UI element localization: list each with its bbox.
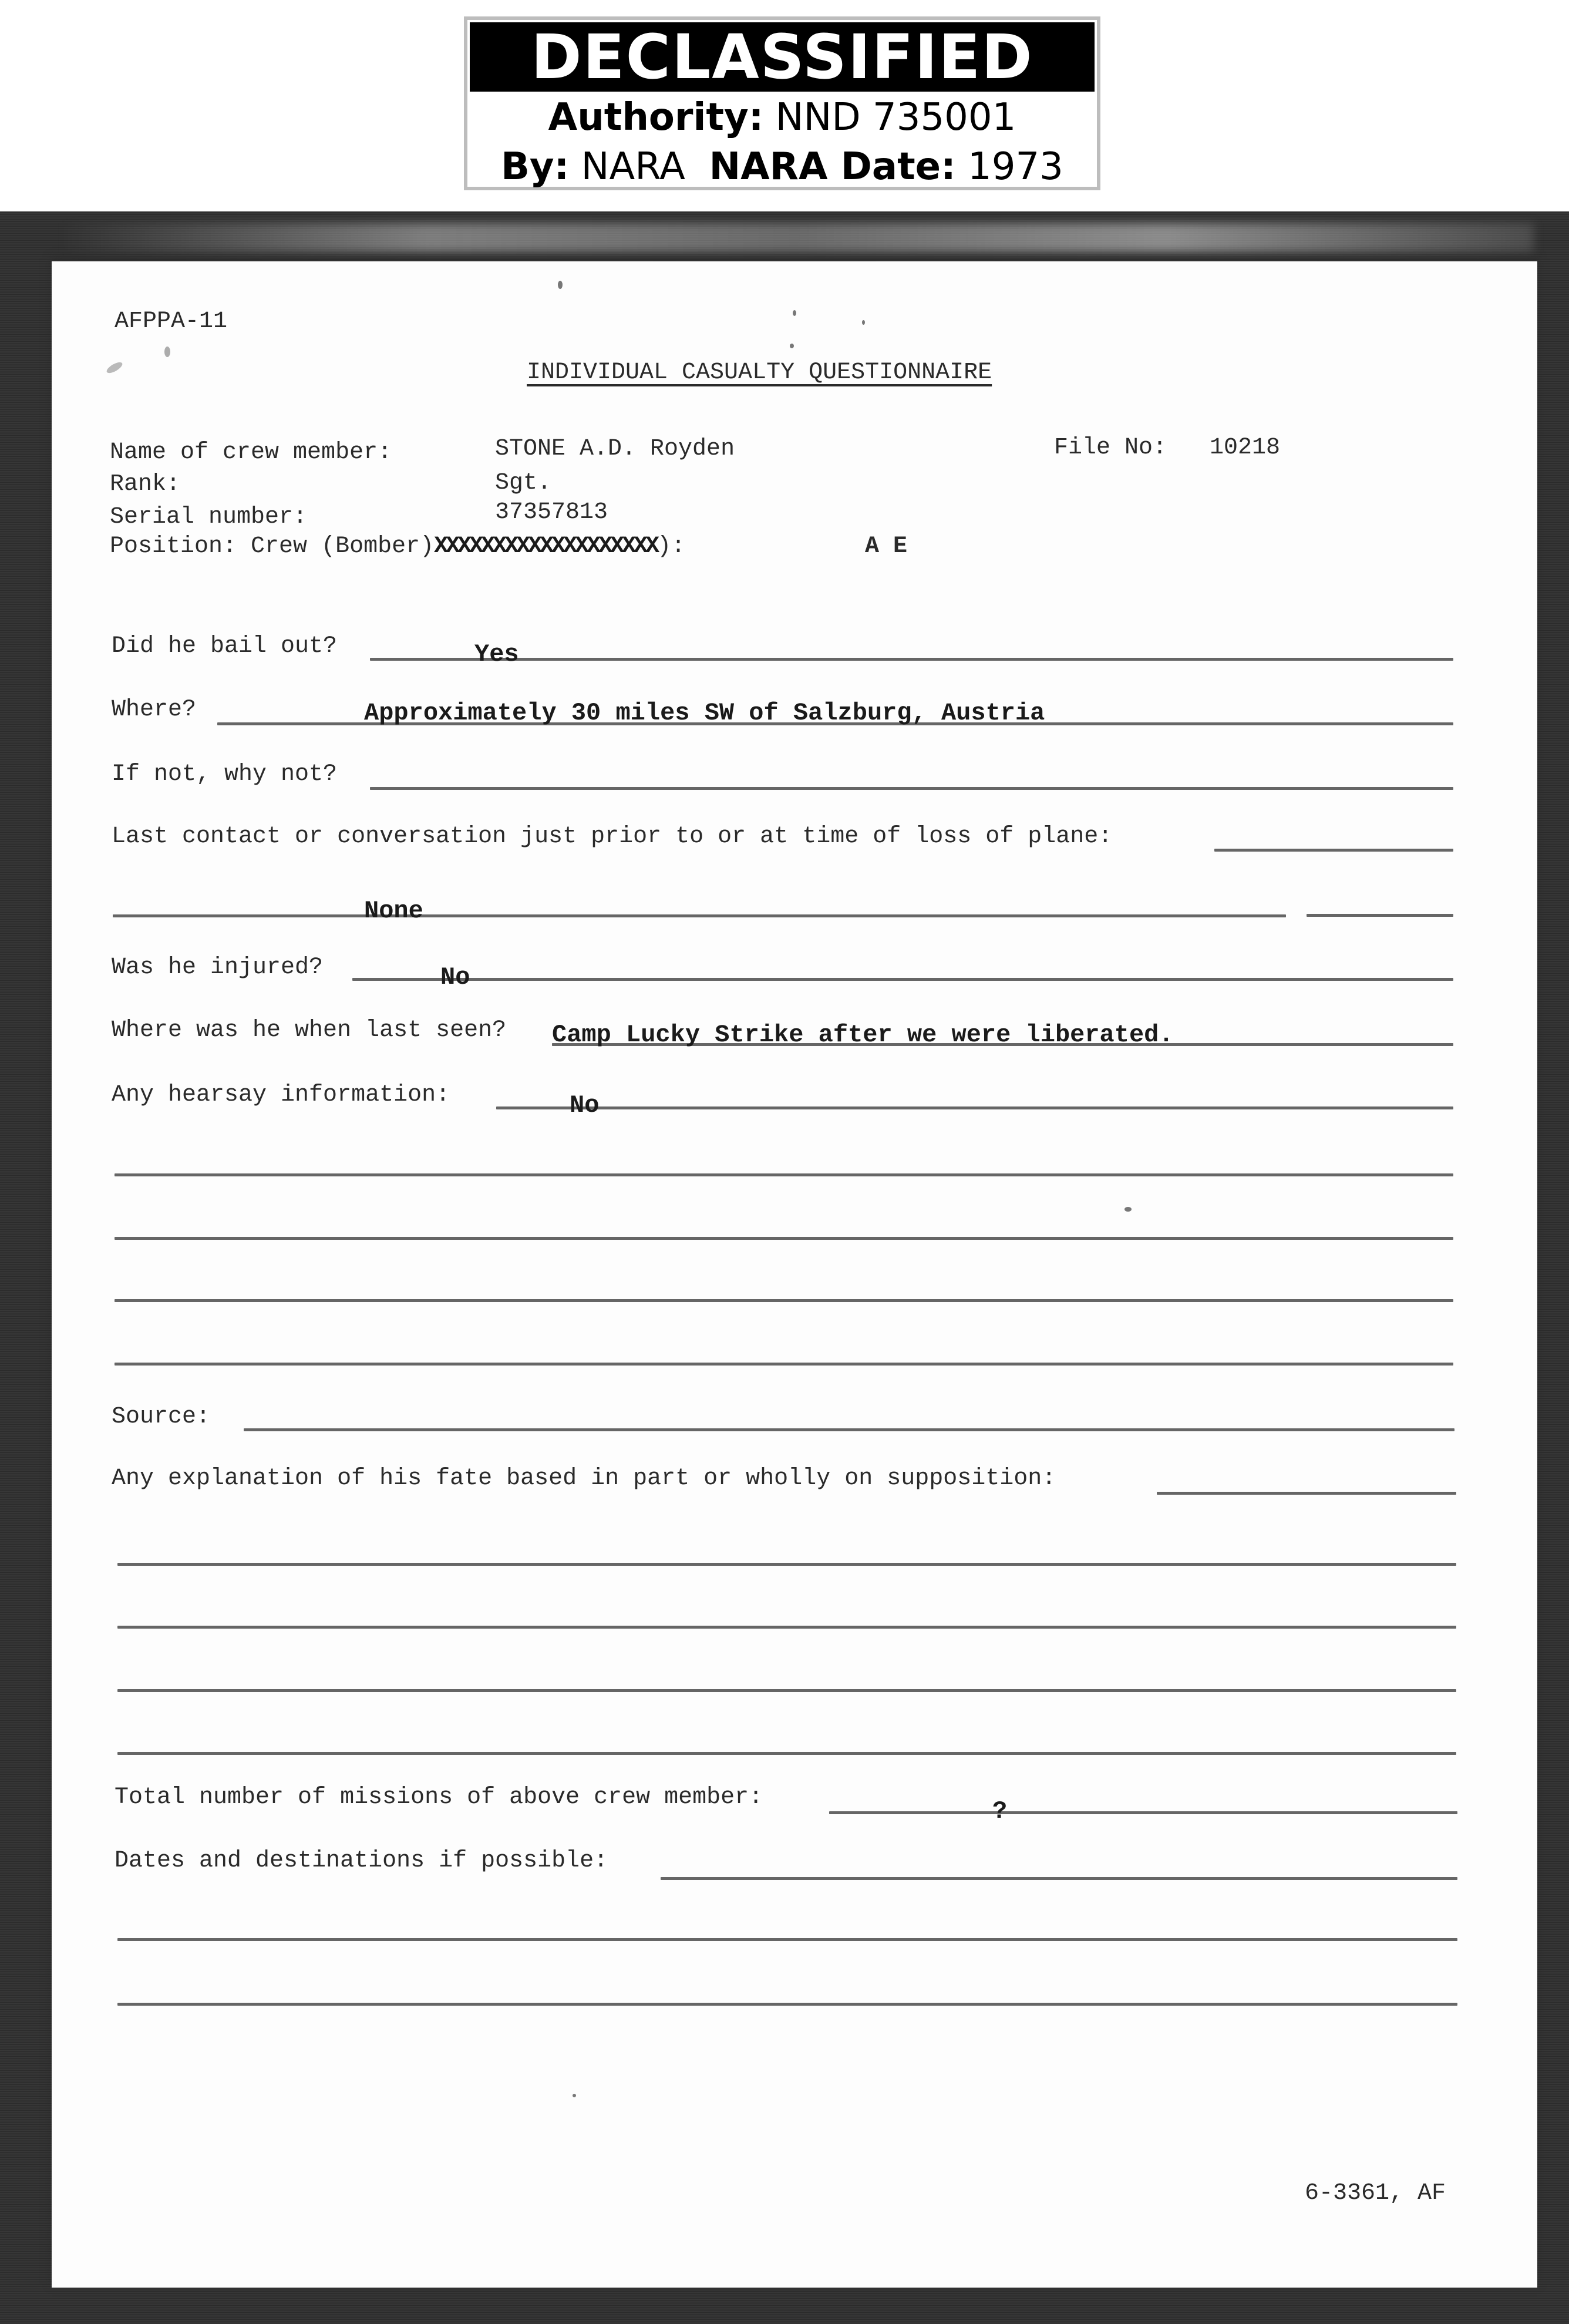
rank-label: Rank: — [110, 471, 181, 497]
answer-line — [370, 787, 1453, 790]
answer-line — [496, 1106, 1453, 1109]
answer-line — [352, 978, 1453, 981]
ink-speck — [573, 2094, 576, 2097]
answer-line — [117, 2003, 1457, 2006]
stamp-authority-value: NND 735001 — [775, 96, 1016, 139]
answer-line — [117, 1752, 1456, 1755]
answer-line — [1157, 1492, 1456, 1495]
declassified-stamp — [464, 16, 1100, 190]
question-source-label: Source: — [112, 1404, 211, 1430]
stamp-authority-label: Authority: — [548, 96, 764, 139]
file-no-label: File No: — [1054, 435, 1167, 461]
serial-label: Serial number: — [110, 504, 308, 530]
answer-last-seen[interactable]: Camp Lucky Strike after we were liberated. — [552, 1021, 1174, 1049]
position-suffix: ): — [657, 533, 686, 560]
question-dates-label: Dates and destinations if possible: — [115, 1848, 608, 1874]
answer-line — [117, 1626, 1456, 1629]
answer-last-contact[interactable]: None — [364, 897, 423, 925]
name-label: Name of crew member: — [110, 439, 392, 466]
ink-speck — [1124, 1207, 1132, 1212]
question-missions-label: Total number of missions of above crew member: — [115, 1784, 763, 1811]
form-sheet — [52, 261, 1537, 2288]
scan-glare — [59, 223, 1534, 253]
answer-line — [115, 1363, 1453, 1366]
file-no-value: 10218 — [1210, 435, 1281, 461]
answer-line — [117, 1689, 1456, 1692]
stamp-by-value: NARA — [581, 145, 685, 189]
form-title: INDIVIDUAL CASUALTY QUESTIONNAIRE — [527, 359, 992, 386]
answer-line — [829, 1811, 1457, 1814]
answer-line — [370, 658, 1453, 661]
ink-speck — [862, 320, 865, 325]
question-bail-out-label: Did he bail out? — [112, 633, 338, 660]
answer-line — [1307, 914, 1453, 917]
ink-speck — [793, 310, 796, 316]
position-value: A E — [865, 533, 908, 560]
question-hearsay-label: Any hearsay information: — [112, 1082, 450, 1108]
stamp-by-line — [467, 143, 1097, 190]
stamp-authority-line — [467, 94, 1097, 141]
answer-line — [117, 1938, 1457, 1941]
question-explanation-label: Any explanation of his fate based in part or wholly on supposition: — [112, 1465, 1056, 1492]
question-why-not-label: If not, why not? — [112, 761, 338, 788]
stamp-heading: DECLASSIFIED — [470, 22, 1095, 92]
answer-line — [1214, 849, 1453, 852]
answer-bail-out[interactable]: Yes — [474, 640, 519, 668]
position-row — [110, 533, 685, 560]
answer-line — [117, 1563, 1456, 1566]
position-struck-text: XXXXXXXXXXXXXXXXXXX — [434, 533, 658, 560]
ink-speck — [558, 281, 563, 289]
answer-line — [115, 1299, 1453, 1302]
form-code: AFPPA-11 — [115, 308, 228, 335]
answer-hearsay[interactable]: No — [570, 1091, 600, 1119]
answer-missions[interactable]: ? — [992, 1797, 1008, 1825]
form-footer-code: 6-3361, AF — [1305, 2180, 1446, 2207]
answer-where[interactable]: Approximately 30 miles SW of Salzburg, Austria — [364, 699, 1045, 727]
serial-value: 37357813 — [495, 499, 608, 526]
answer-line — [113, 914, 1286, 917]
name-value: STONE A.D. Royden — [495, 436, 735, 462]
stamp-by-label: By: — [501, 145, 570, 189]
question-injured-label: Was he injured? — [112, 954, 324, 981]
question-where-label: Where? — [112, 697, 197, 723]
answer-line — [244, 1428, 1454, 1431]
answer-line — [661, 1877, 1457, 1880]
question-last-contact-label: Last contact or conversation just prior to or at time of loss of plane: — [112, 823, 1113, 850]
rank-value: Sgt. — [495, 470, 552, 496]
answer-line — [115, 1173, 1453, 1176]
ink-speck — [164, 347, 170, 357]
stamp-date-label: NARA Date: — [709, 145, 956, 189]
question-last-seen-label: Where was he when last seen? — [112, 1017, 507, 1044]
answer-injured[interactable]: No — [440, 963, 470, 991]
stamp-date-value: 1973 — [968, 145, 1063, 189]
answer-line — [115, 1237, 1453, 1240]
position-label: Position: Crew (Bomber) — [110, 533, 435, 560]
ink-speck — [790, 344, 794, 348]
